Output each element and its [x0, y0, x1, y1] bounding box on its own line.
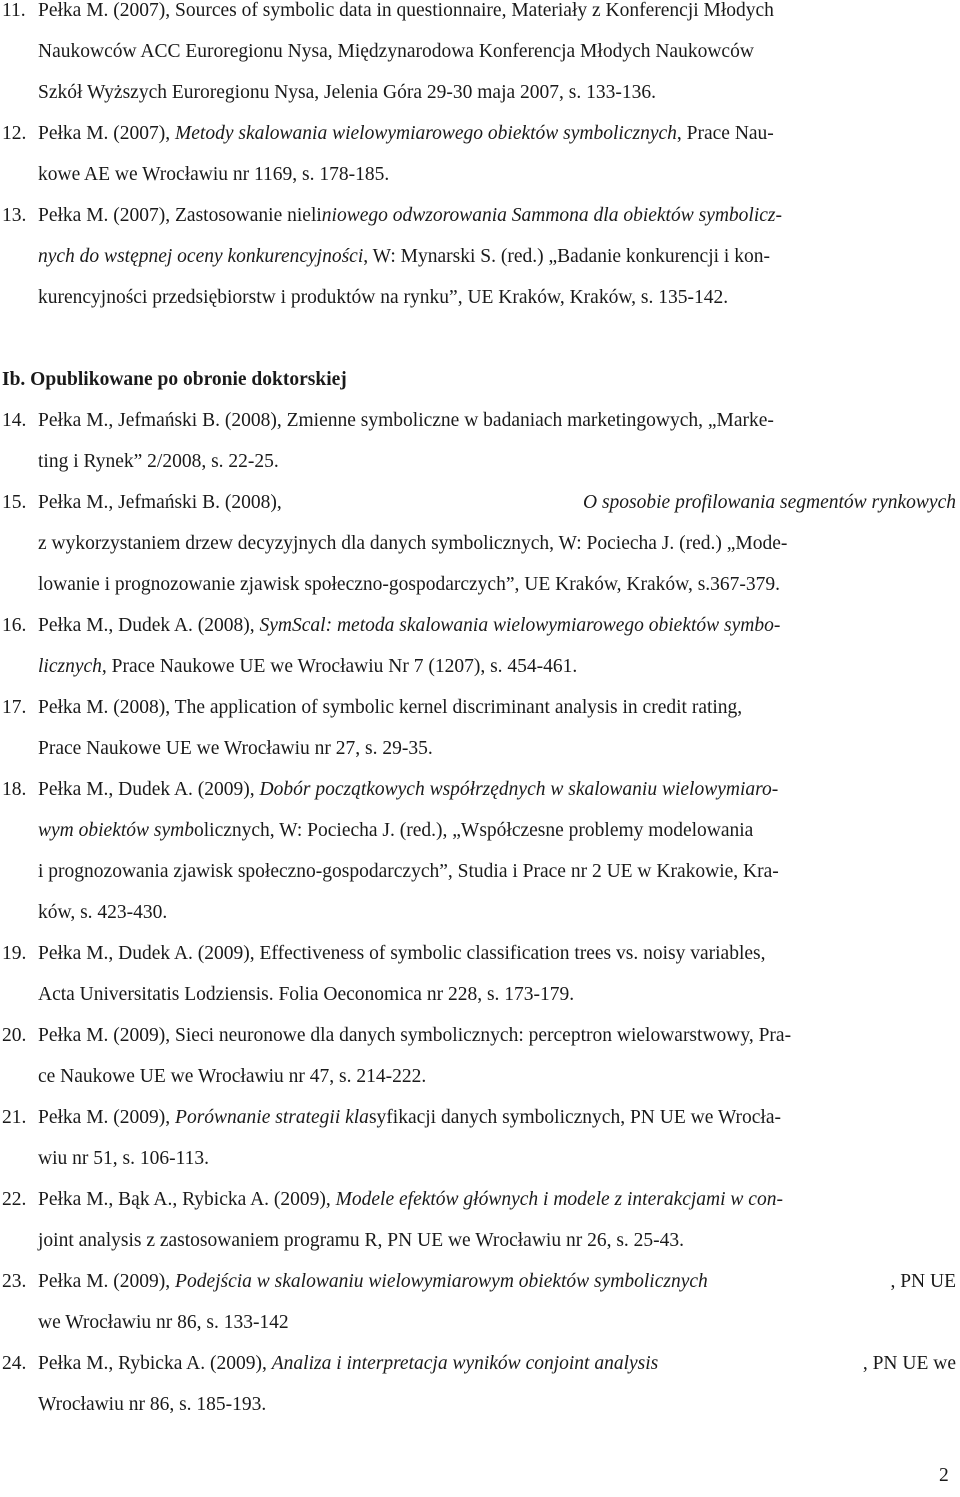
- entry-text: kowe AE we Wrocławiu nr 1169, s. 178-185.: [38, 164, 390, 185]
- entry-line: [38, 451, 279, 473]
- entry-line: [38, 656, 577, 678]
- entry-number: 13.: [2, 205, 27, 226]
- entry-number: 24.: [2, 1353, 27, 1374]
- entry-title: Analiza i interpretacja wyników conjoint analysis: [271, 1353, 659, 1374]
- entry-text: , W: Mynarski S. (red.) „Badanie konkurencji i kon-: [363, 246, 770, 267]
- entry-number: 11.: [2, 0, 26, 21]
- entry-line: [2, 0, 956, 22]
- entry-title: wym obiektów symb: [38, 820, 194, 841]
- entry-number: 21.: [2, 1107, 27, 1128]
- entry-text: Prace Naukowe UE we Wrocławiu nr 27, s. 29-35.: [38, 738, 433, 759]
- entry-number: 22.: [2, 1189, 27, 1210]
- entry-text: Acta Universitatis Lodziensis. Folia Oeconomica nr 228, s. 173-179.: [38, 984, 575, 1005]
- entry-line: [38, 1312, 289, 1334]
- entry-line: [2, 1107, 781, 1129]
- entry-text: Pełka M., Dudek A. (2009),: [38, 779, 260, 800]
- entry-text: Wrocławiu nr 86, s. 185-193.: [38, 1394, 267, 1415]
- entry-line: [2, 615, 780, 637]
- entry-line: [2, 1189, 783, 1211]
- entry-line: [38, 533, 787, 555]
- entry-line: [38, 861, 779, 883]
- entry-title: Porównanie strategii kla: [175, 1107, 369, 1128]
- entry-line: [38, 984, 574, 1006]
- entry-text: Pełka M. (2009), Sieci neuronowe dla danych symbolicznych: perceptron wielowarstwowy, Pra-: [38, 1025, 792, 1046]
- entry-text: joint analysis z zastosowaniem programu R, PN UE we Wrocławiu nr 26, s. 25-43.: [38, 1230, 685, 1251]
- entry-number: 14.: [2, 410, 27, 431]
- entry-line: [2, 1271, 956, 1293]
- entry-line: [38, 164, 389, 186]
- entry-text: Pełka M., Dudek A. (2008),: [38, 615, 260, 636]
- entry-text: Pełka M., Dudek A. (2009), Effectiveness of symbolic classification trees vs. noisy variables,: [38, 943, 766, 964]
- entry-line: [2, 492, 956, 514]
- entry-line: [38, 287, 728, 309]
- entry-text: Pełka M. (2007), Sources of symbolic data in questionnaire, Materiały z Konferencji Młodych: [38, 0, 774, 21]
- entry-number: 15.: [2, 492, 27, 513]
- entry-title: niowego odwzorowania Sammona dla obiektów symbolicz-: [321, 205, 783, 226]
- entry-title: SymScal: metoda skalowania wielowymiarowego obiektów symbo-: [259, 615, 781, 636]
- entry-text: i prognozowania zjawisk społeczno-gospodarczych”, Studia i Prace nr 2 UE w Krakowie, Kra-: [38, 861, 779, 882]
- entry-text: , PN UE we: [862, 1353, 956, 1374]
- entry-line: [2, 779, 778, 801]
- entry-text: , PN UE: [890, 1271, 956, 1292]
- entry-text: , Prace Naukowe UE we Wrocławiu Nr 7 (1207), s. 454-461.: [101, 656, 578, 677]
- entry-line: [38, 820, 753, 842]
- entry-text: olicznych, W: Pociecha J. (red.), „Współczesne problemy modelowania: [193, 820, 754, 841]
- entry-text: Szkół Wyższych Euroregionu Nysa, Jelenia Góra 29-30 maja 2007, s. 133-136.: [38, 82, 656, 103]
- entry-title: licznych: [38, 656, 102, 677]
- entry-title: nych do wstępnej oceny konkurencyjności: [38, 246, 364, 267]
- entry-title: Metody skalowania wielowymiarowego obiektów symbolicznych: [175, 123, 677, 144]
- entry-line: [2, 943, 765, 965]
- page-number: 2: [939, 1465, 949, 1486]
- entry-line: [2, 410, 774, 432]
- entry-line: [38, 82, 656, 104]
- entry-text: lowanie i prognozowanie zjawisk społeczno-gospodarczych”, UE Kraków, Kraków, s.367-379.: [38, 574, 781, 595]
- entry-text: ce Naukowe UE we Wrocławiu nr 47, s. 214-222.: [38, 1066, 427, 1087]
- entry-line: [38, 902, 167, 924]
- entry-number: 23.: [2, 1271, 27, 1292]
- entry-line: [2, 123, 774, 145]
- section-heading: Ib. Opublikowane po obronie doktorskiej: [2, 369, 347, 390]
- entry-text: ków, s. 423-430.: [38, 902, 168, 923]
- entry-number: 18.: [2, 779, 27, 800]
- entry-title: Dobór początkowych współrzędnych w skalowaniu wielowymiaro-: [259, 779, 779, 800]
- entry-text: Pełka M. (2007),: [38, 123, 176, 144]
- entry-number: 16.: [2, 615, 27, 636]
- entry-number: 17.: [2, 697, 27, 718]
- entry-text: we Wrocławiu nr 86, s. 133-142: [38, 1312, 289, 1333]
- entry-text: Pełka M., Rybicka A. (2009),: [38, 1353, 272, 1374]
- entry-line: [2, 1353, 956, 1375]
- entry-text: , Prace Nau-: [676, 123, 774, 144]
- entry-line: [38, 1066, 426, 1088]
- entry-text: ting i Rynek” 2/2008, s. 22-25.: [38, 451, 279, 472]
- entry-text: wiu nr 51, s. 106-113.: [38, 1148, 209, 1169]
- entry-line: [38, 1394, 266, 1416]
- entry-line: [38, 1148, 209, 1170]
- entry-line: [2, 1025, 791, 1047]
- entry-line: [2, 697, 956, 719]
- entry-title: O sposobie profilowania segmentów rynkowych: [583, 492, 956, 513]
- entry-text: kurencyjności przedsiębiorstw i produktów na rynku”, UE Kraków, Kraków, s. 135-142.: [38, 287, 729, 308]
- entry-number: 19.: [2, 943, 27, 964]
- entry-title: Podejścia w skalowaniu wielowymiarowym obiektów symbolicznych: [175, 1271, 708, 1292]
- entry-text: Pełka M. (2007), Zastosowanie nieli: [38, 205, 322, 226]
- entry-text: Pełka M. (2008), The application of symbolic kernel discriminant analysis in credit rating,: [38, 697, 743, 718]
- entry-line: [38, 246, 770, 268]
- entry-text: Naukowców ACC Euroregionu Nysa, Międzynarodowa Konferencja Młodych Naukowców: [38, 41, 754, 62]
- entry-text: z wykorzystaniem drzew decyzyjnych dla danych symbolicznych, W: Pociecha J. (red.) „Mode-: [38, 533, 788, 554]
- entry-text: Pełka M. (2009),: [38, 1271, 176, 1292]
- entry-text: syfikacji danych symbolicznych, PN UE we Wrocła-: [368, 1107, 781, 1128]
- entry-text: Pełka M., Bąk A., Rybicka A. (2009),: [38, 1189, 336, 1210]
- entry-line: [38, 574, 780, 596]
- entry-line: [38, 738, 433, 760]
- entry-text: Pełka M. (2009),: [38, 1107, 176, 1128]
- entry-text: Pełka M., Jefmański B. (2008),: [38, 492, 282, 513]
- entry-line: [38, 1230, 684, 1252]
- entry-line: [38, 41, 754, 63]
- entry-number: 20.: [2, 1025, 27, 1046]
- entry-title: Modele efektów głównych i modele z interakcjami w con-: [335, 1189, 783, 1210]
- entry-number: 12.: [2, 123, 27, 144]
- entry-text: Pełka M., Jefmański B. (2008), Zmienne symboliczne w badaniach marketingowych, „Marke-: [38, 410, 774, 431]
- entry-line: [2, 205, 782, 227]
